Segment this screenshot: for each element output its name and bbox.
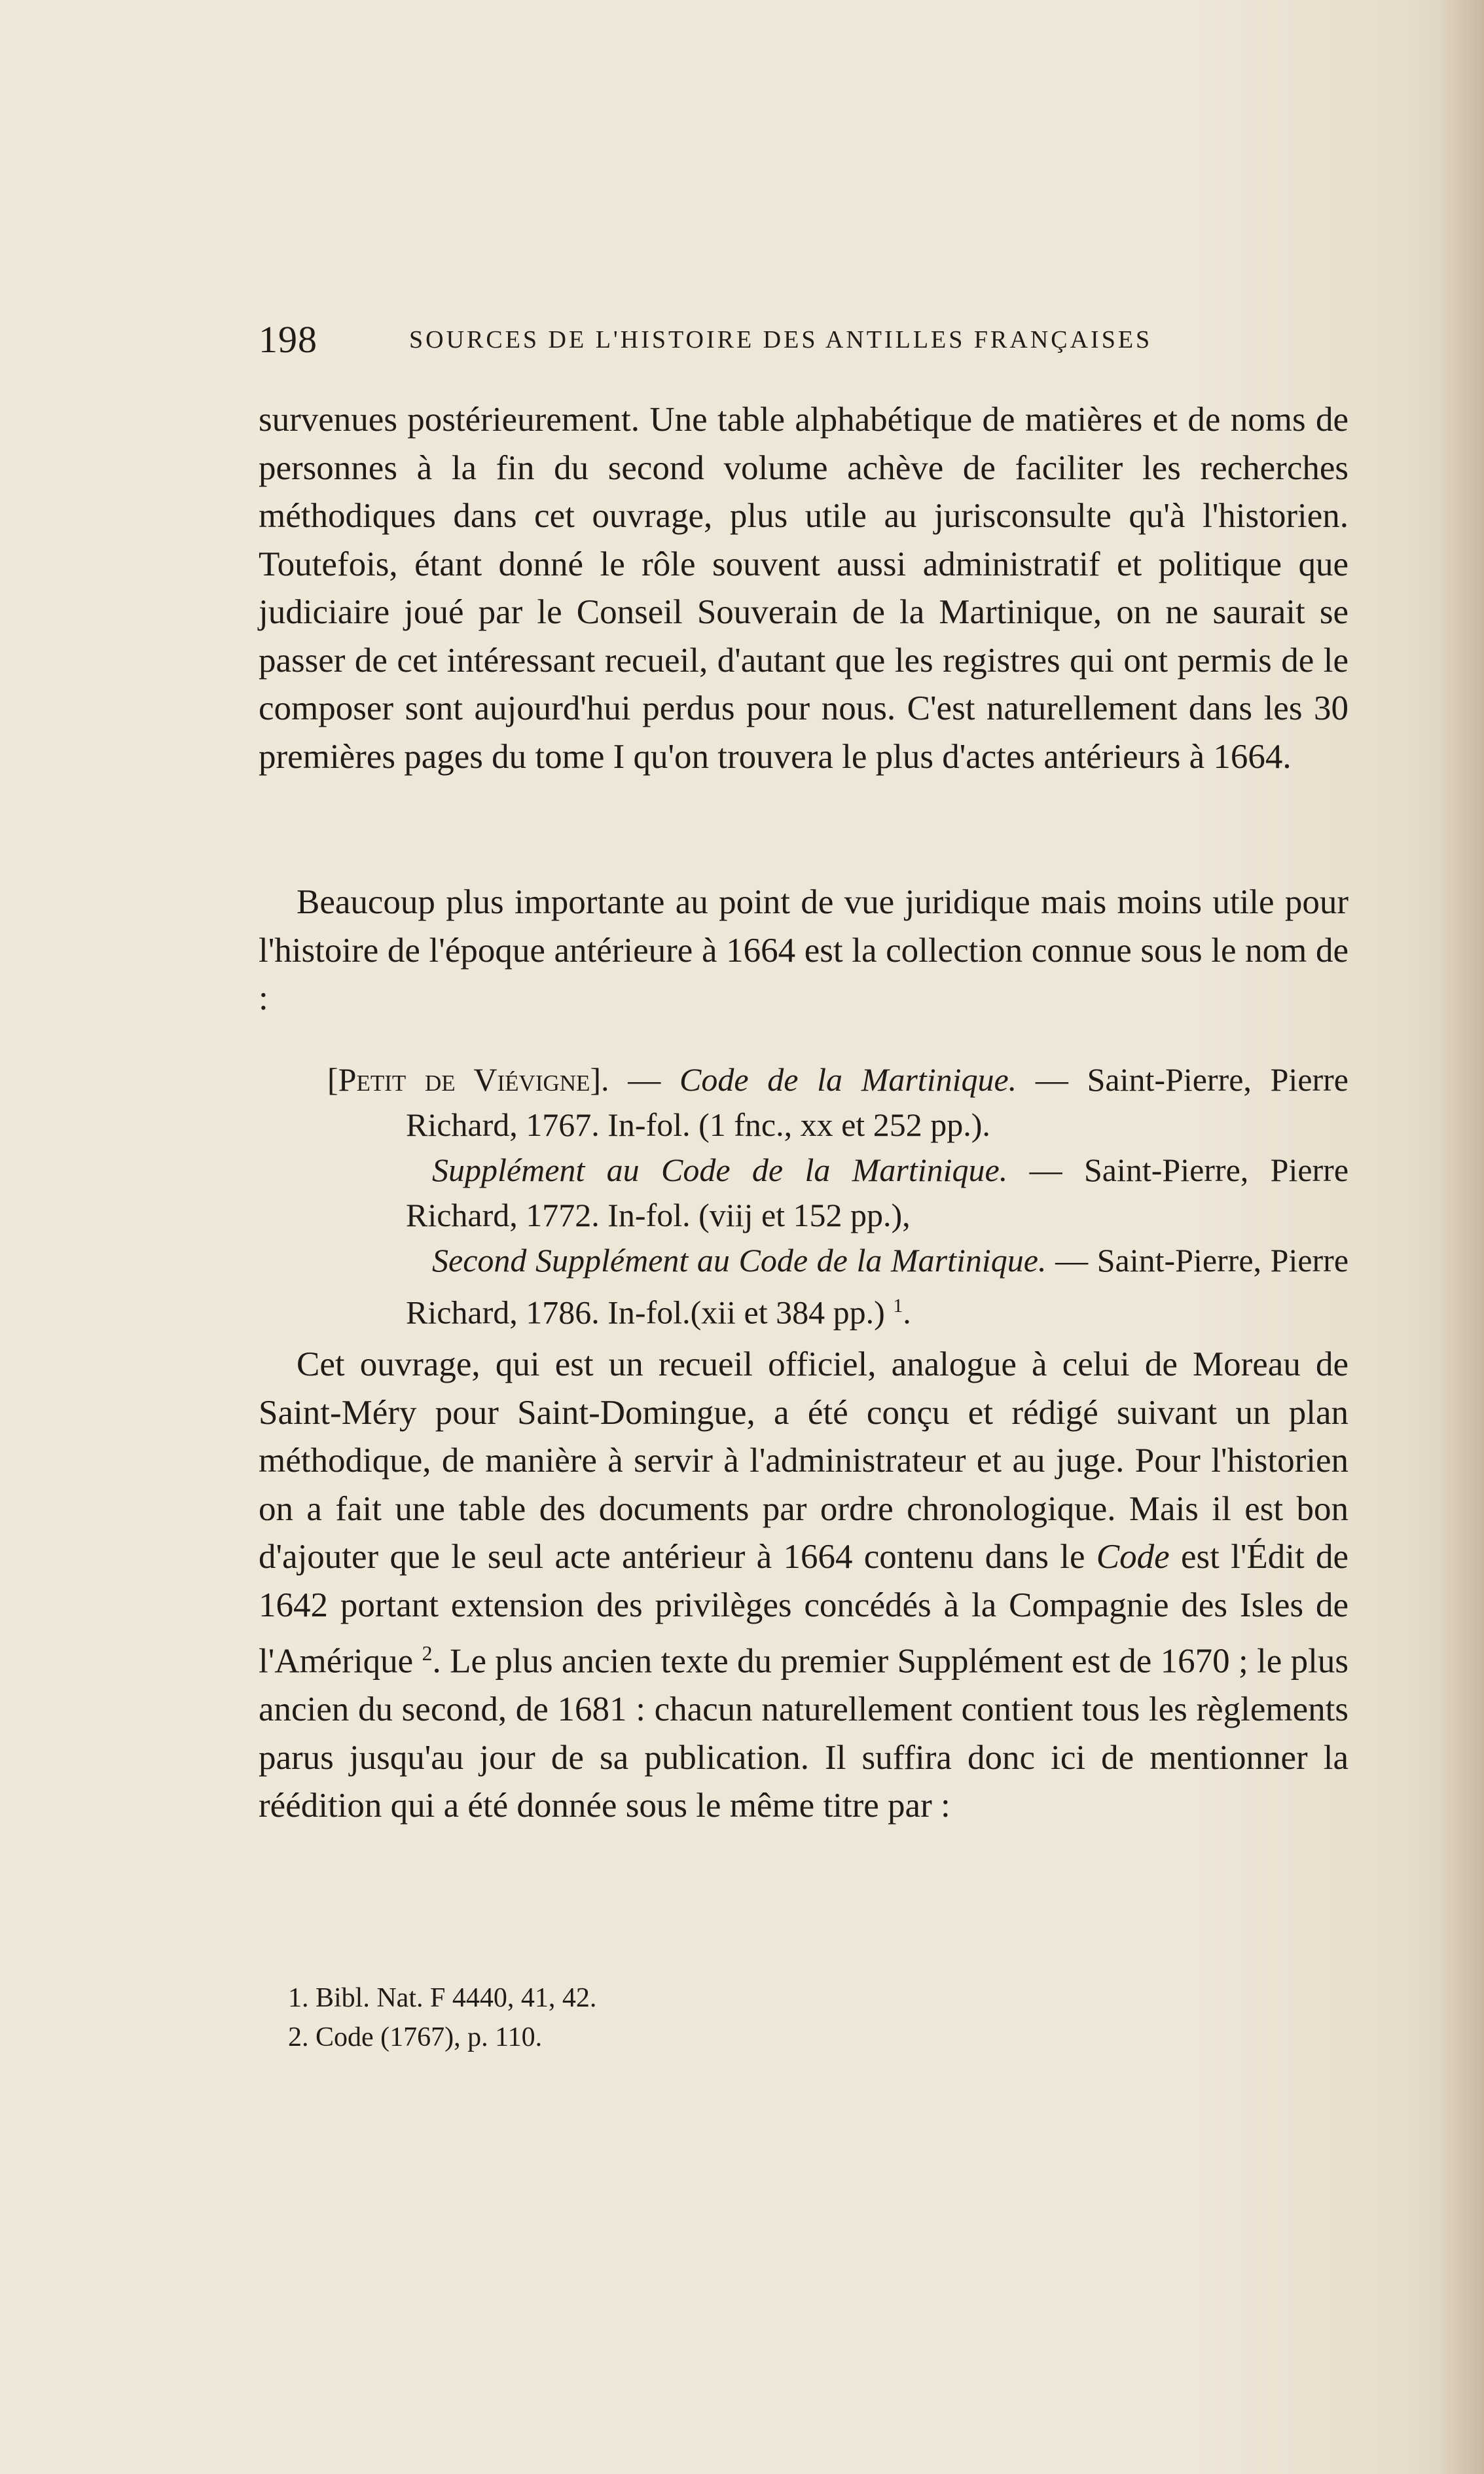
running-head: SOURCES DE L'HISTOIRE DES ANTILLES FRANÇAISES — [409, 326, 1153, 354]
footnote-1: 1. Bibl. Nat. F 4440, 41, 42. — [288, 1983, 597, 2013]
code-word: Code — [1096, 1538, 1170, 1576]
footnote-ref-2: 2 — [422, 1642, 433, 1665]
bibliography-entry-1: [Petit de Viévigne]. — Code de la Martinique. — Saint-Pierre, Pierre Richard, 1767. In-fol. (1 fnc., xx et 252 pp.). — [327, 1061, 1348, 1143]
bibliography-details-3: Saint-Pierre, Pierre Richard, 1786. In-fol.(xii et 384 pp.) — [406, 1242, 1349, 1331]
footnotes — [288, 1978, 1204, 2057]
bibliography-block — [327, 1057, 1348, 1336]
bibliography-author: [Petit de Viévigne]. — [327, 1061, 609, 1098]
page-number: 198 — [259, 318, 317, 361]
bibliography-title-1: Code de la Martinique. — [679, 1061, 1017, 1098]
bibliography-details-2: Saint-Pierre, Pierre Richard, 1772. In-fol. (viij et 152 pp.), — [406, 1152, 1349, 1233]
paragraph-3: Cet ouvrage, qui est un recueil officiel, analogue à celui de Moreau de Saint-Méry pour Saint-Domingue, a été conçu et rédigé suivant un plan méthodique, de manière à servir à l'administrateur et au juge. Pour l'historien on a fait une table des documents par ordre chronologique. Mais il est bon d'ajouter que le seul acte antérieur à 1664 contenu dans le Code est l'Édit de 1642 portant extension des privilèges concédés à la Compagnie des Isles de l'Amérique $^2$. Le plus ancien texte du premier Supplément est de 1670 ; le plus ancien du second, de 1681 : chacun naturellement contient tous les règlements parus jusqu'au jour de sa publication. Il suffira donc ici de mentionner la réédition qui a été donnée sous le même titre par : — [259, 1345, 1349, 1825]
bibliography-title-3: Second Supplément au Code de la Martinique. — [432, 1242, 1047, 1279]
bibliography-entry-2: Supplément au Code de la Martinique. — Saint-Pierre, Pierre Richard, 1772. In-fol. (viij et 152 pp.), — [406, 1152, 1349, 1233]
bibliography-entry-3: Second Supplément au Code de la Martinique. — Saint-Pierre, Pierre Richard, 1786. In-fol.(xii et 384 pp.) $^1$. — [406, 1242, 1349, 1331]
bibliography-details-1: Saint-Pierre, Pierre Richard, 1767. In-fol. (1 fnc., xx et 252 pp.). — [406, 1061, 1348, 1143]
bibliography-title-2: Supplément au Code de la Martinique. — [432, 1152, 1008, 1188]
page-header — [259, 318, 1339, 370]
paragraph-1: survenues postérieurement. Une table alphabétique de matières et de noms de personnes à la fin du second volume achève de faciliter les recherches méthodiques dans cet ouvrage, plus utile au jurisconsulte qu'à l'historien. Toutefois, étant donné le rôle souvent aussi administratif et politique que judiciaire joué par le Conseil Souverain de la Martinique, on ne saurait se passer de cet intéressant recueil, d'autant que les registres qui ont permis de le composer sont aujourd'hui perdus pour nous. C'est naturellement dans les 30 premières pages du tome I qu'on trouvera le plus d'actes antérieurs à 1664. — [259, 401, 1348, 776]
paragraph-2: Beaucoup plus importante au point de vue juridique mais moins utile pour l'histoire de l'époque antérieure à 1664 est la collection connue sous le nom de : — [259, 883, 1348, 1017]
footnote-2: 2. Code (1767), p. 110. — [288, 2022, 543, 2052]
footnote-ref-1: 1 — [893, 1295, 903, 1317]
page-edge-shadow — [1438, 0, 1484, 2474]
